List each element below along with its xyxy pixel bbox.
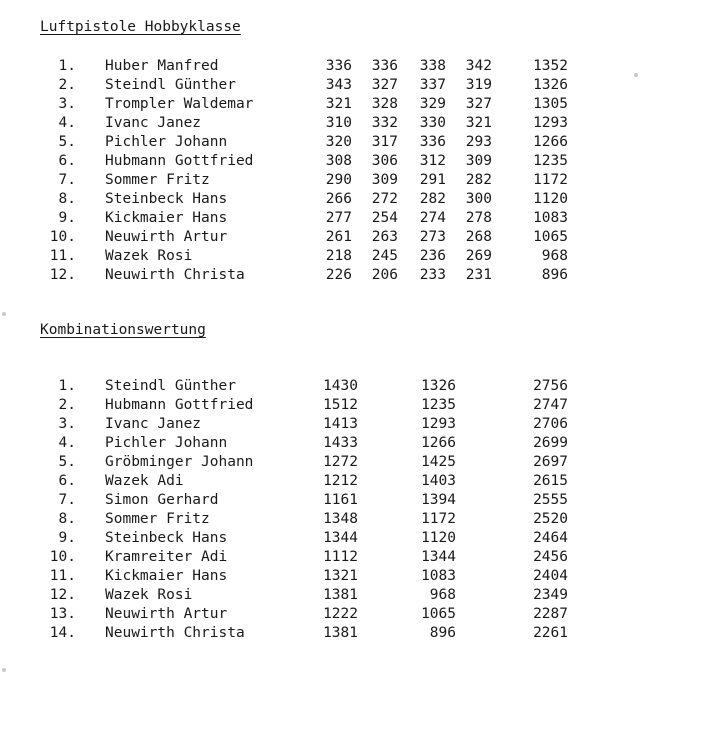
combined-total-cell: 2756 bbox=[533, 378, 568, 394]
score-series-3-cell: 312 bbox=[419, 153, 446, 169]
rank-cell: 14. bbox=[49, 625, 76, 641]
score-series-1-cell: 277 bbox=[325, 210, 352, 226]
score-series-4-cell: 327 bbox=[465, 96, 492, 112]
score-series-2-cell: 245 bbox=[371, 248, 398, 264]
score-series-4-cell: 300 bbox=[465, 191, 492, 207]
score-series-3-cell: 337 bbox=[419, 77, 446, 93]
score-series-1-cell: 218 bbox=[325, 248, 352, 264]
table-row bbox=[0, 453, 720, 472]
score-a-cell: 1430 bbox=[323, 378, 358, 394]
score-a-cell: 1381 bbox=[323, 587, 358, 603]
rank-cell: 10. bbox=[49, 549, 76, 565]
score-a-cell: 1272 bbox=[323, 454, 358, 470]
rank-cell: 8. bbox=[58, 191, 76, 207]
name-cell: Sommer Fritz bbox=[105, 172, 210, 188]
table-row bbox=[0, 624, 720, 643]
score-series-3-cell: 233 bbox=[419, 267, 446, 283]
score-series-2-cell: 332 bbox=[371, 115, 398, 131]
score-series-2-cell: 317 bbox=[371, 134, 398, 150]
score-b-cell: 968 bbox=[429, 587, 456, 603]
score-series-3-cell: 236 bbox=[419, 248, 446, 264]
score-a-cell: 1161 bbox=[323, 492, 358, 508]
score-b-cell: 1235 bbox=[421, 397, 456, 413]
score-series-4-cell: 309 bbox=[465, 153, 492, 169]
rank-cell: 3. bbox=[58, 96, 76, 112]
rank-cell: 9. bbox=[58, 210, 76, 226]
rank-cell: 5. bbox=[58, 134, 76, 150]
rank-cell: 13. bbox=[49, 606, 76, 622]
name-cell: Ivanc Janez bbox=[105, 416, 202, 432]
scan-speck bbox=[634, 73, 638, 77]
name-cell: Neuwirth Artur bbox=[105, 229, 228, 245]
table-row bbox=[0, 228, 720, 247]
total-score-cell: 1326 bbox=[533, 77, 568, 93]
score-series-4-cell: 321 bbox=[465, 115, 492, 131]
score-a-cell: 1512 bbox=[323, 397, 358, 413]
score-a-cell: 1413 bbox=[323, 416, 358, 432]
combined-total-cell: 2287 bbox=[533, 606, 568, 622]
combined-total-cell: 2697 bbox=[533, 454, 568, 470]
table-row bbox=[0, 266, 720, 285]
score-series-4-cell: 269 bbox=[465, 248, 492, 264]
score-a-cell: 1112 bbox=[323, 549, 358, 565]
score-series-3-cell: 336 bbox=[419, 134, 446, 150]
total-score-cell: 896 bbox=[541, 267, 568, 283]
score-series-1-cell: 336 bbox=[325, 58, 352, 74]
table-row bbox=[0, 567, 720, 586]
table-row bbox=[0, 377, 720, 396]
name-cell: Wazek Rosi bbox=[105, 248, 193, 264]
score-b-cell: 1172 bbox=[421, 511, 456, 527]
score-series-3-cell: 330 bbox=[419, 115, 446, 131]
score-a-cell: 1212 bbox=[323, 473, 358, 489]
name-cell: Steinbeck Hans bbox=[105, 191, 228, 207]
score-b-cell: 1266 bbox=[421, 435, 456, 451]
table-row bbox=[0, 472, 720, 491]
score-series-2-cell: 254 bbox=[371, 210, 398, 226]
score-series-2-cell: 272 bbox=[371, 191, 398, 207]
total-score-cell: 968 bbox=[541, 248, 568, 264]
name-cell: Neuwirth Artur bbox=[105, 606, 228, 622]
score-series-2-cell: 309 bbox=[371, 172, 398, 188]
score-series-2-cell: 327 bbox=[371, 77, 398, 93]
score-series-1-cell: 261 bbox=[325, 229, 352, 245]
score-a-cell: 1348 bbox=[323, 511, 358, 527]
score-series-1-cell: 266 bbox=[325, 191, 352, 207]
name-cell: Wazek Adi bbox=[105, 473, 184, 489]
name-cell: Simon Gerhard bbox=[105, 492, 219, 508]
score-series-1-cell: 320 bbox=[325, 134, 352, 150]
table-row bbox=[0, 133, 720, 152]
score-series-4-cell: 231 bbox=[465, 267, 492, 283]
name-cell: Pichler Johann bbox=[105, 134, 228, 150]
name-cell: Kickmaier Hans bbox=[105, 210, 228, 226]
rank-cell: 11. bbox=[49, 568, 76, 584]
rank-cell: 1. bbox=[58, 378, 76, 394]
table-row bbox=[0, 57, 720, 76]
rank-cell: 2. bbox=[58, 77, 76, 93]
name-cell: Steindl Günther bbox=[105, 378, 236, 394]
rank-cell: 5. bbox=[58, 454, 76, 470]
table-row bbox=[0, 548, 720, 567]
combined-total-cell: 2456 bbox=[533, 549, 568, 565]
rank-cell: 3. bbox=[58, 416, 76, 432]
table-row bbox=[0, 415, 720, 434]
score-series-4-cell: 282 bbox=[465, 172, 492, 188]
rank-cell: 12. bbox=[49, 267, 76, 283]
table-row bbox=[0, 396, 720, 415]
score-series-4-cell: 268 bbox=[465, 229, 492, 245]
table-row bbox=[0, 510, 720, 529]
total-score-cell: 1172 bbox=[533, 172, 568, 188]
table-row bbox=[0, 605, 720, 624]
name-cell: Hubmann Gottfried bbox=[105, 397, 254, 413]
table-row bbox=[0, 171, 720, 190]
score-series-4-cell: 278 bbox=[465, 210, 492, 226]
score-b-cell: 1344 bbox=[421, 549, 456, 565]
rank-cell: 9. bbox=[58, 530, 76, 546]
combined-total-cell: 2520 bbox=[533, 511, 568, 527]
rank-cell: 4. bbox=[58, 115, 76, 131]
rank-cell: 6. bbox=[58, 153, 76, 169]
table-row bbox=[0, 529, 720, 548]
combined-total-cell: 2349 bbox=[533, 587, 568, 603]
score-series-2-cell: 336 bbox=[371, 58, 398, 74]
total-score-cell: 1120 bbox=[533, 191, 568, 207]
rank-cell: 2. bbox=[58, 397, 76, 413]
table-row bbox=[0, 114, 720, 133]
rank-cell: 7. bbox=[58, 492, 76, 508]
score-a-cell: 1222 bbox=[323, 606, 358, 622]
name-cell: Hubmann Gottfried bbox=[105, 153, 254, 169]
name-cell: Kramreiter Adi bbox=[105, 549, 228, 565]
score-b-cell: 896 bbox=[429, 625, 456, 641]
combined-total-cell: 2464 bbox=[533, 530, 568, 546]
score-series-3-cell: 274 bbox=[419, 210, 446, 226]
score-b-cell: 1326 bbox=[421, 378, 456, 394]
score-series-3-cell: 273 bbox=[419, 229, 446, 245]
combined-total-cell: 2615 bbox=[533, 473, 568, 489]
score-a-cell: 1433 bbox=[323, 435, 358, 451]
luftpistole-results-table bbox=[0, 57, 720, 285]
score-b-cell: 1083 bbox=[421, 568, 456, 584]
table-row bbox=[0, 95, 720, 114]
name-cell: Sommer Fritz bbox=[105, 511, 210, 527]
total-score-cell: 1266 bbox=[533, 134, 568, 150]
name-cell: Huber Manfred bbox=[105, 58, 219, 74]
score-series-2-cell: 328 bbox=[371, 96, 398, 112]
table-row bbox=[0, 76, 720, 95]
score-a-cell: 1321 bbox=[323, 568, 358, 584]
score-a-cell: 1381 bbox=[323, 625, 358, 641]
score-b-cell: 1293 bbox=[421, 416, 456, 432]
total-score-cell: 1293 bbox=[533, 115, 568, 131]
table-row bbox=[0, 586, 720, 605]
rank-cell: 12. bbox=[49, 587, 76, 603]
total-score-cell: 1065 bbox=[533, 229, 568, 245]
score-series-1-cell: 321 bbox=[325, 96, 352, 112]
score-b-cell: 1425 bbox=[421, 454, 456, 470]
combined-total-cell: 2747 bbox=[533, 397, 568, 413]
name-cell: Steinbeck Hans bbox=[105, 530, 228, 546]
table-row bbox=[0, 152, 720, 171]
score-series-3-cell: 338 bbox=[419, 58, 446, 74]
rank-cell: 10. bbox=[49, 229, 76, 245]
score-series-1-cell: 308 bbox=[325, 153, 352, 169]
table-row bbox=[0, 190, 720, 209]
score-series-2-cell: 206 bbox=[371, 267, 398, 283]
score-b-cell: 1120 bbox=[421, 530, 456, 546]
score-b-cell: 1394 bbox=[421, 492, 456, 508]
section-title-kombination: Kombinationswertung bbox=[40, 322, 206, 338]
total-score-cell: 1305 bbox=[533, 96, 568, 112]
name-cell: Pichler Johann bbox=[105, 435, 228, 451]
rank-cell: 7. bbox=[58, 172, 76, 188]
score-a-cell: 1344 bbox=[323, 530, 358, 546]
score-series-1-cell: 310 bbox=[325, 115, 352, 131]
table-row bbox=[0, 209, 720, 228]
combined-total-cell: 2555 bbox=[533, 492, 568, 508]
combined-total-cell: 2706 bbox=[533, 416, 568, 432]
score-series-2-cell: 263 bbox=[371, 229, 398, 245]
scan-speck bbox=[2, 312, 6, 316]
name-cell: Wazek Rosi bbox=[105, 587, 193, 603]
total-score-cell: 1352 bbox=[533, 58, 568, 74]
name-cell: Kickmaier Hans bbox=[105, 568, 228, 584]
score-series-2-cell: 306 bbox=[371, 153, 398, 169]
score-series-4-cell: 319 bbox=[465, 77, 492, 93]
table-row bbox=[0, 434, 720, 453]
score-series-1-cell: 290 bbox=[325, 172, 352, 188]
rank-cell: 4. bbox=[58, 435, 76, 451]
score-series-1-cell: 343 bbox=[325, 77, 352, 93]
combined-total-cell: 2404 bbox=[533, 568, 568, 584]
kombination-results-table bbox=[0, 377, 720, 643]
score-b-cell: 1403 bbox=[421, 473, 456, 489]
score-series-4-cell: 293 bbox=[465, 134, 492, 150]
name-cell: Gröbminger Johann bbox=[105, 454, 254, 470]
combined-total-cell: 2699 bbox=[533, 435, 568, 451]
table-row bbox=[0, 247, 720, 266]
score-series-1-cell: 226 bbox=[325, 267, 352, 283]
total-score-cell: 1083 bbox=[533, 210, 568, 226]
rank-cell: 6. bbox=[58, 473, 76, 489]
score-series-3-cell: 282 bbox=[419, 191, 446, 207]
name-cell: Neuwirth Christa bbox=[105, 625, 245, 641]
rank-cell: 1. bbox=[58, 58, 76, 74]
combined-total-cell: 2261 bbox=[533, 625, 568, 641]
rank-cell: 8. bbox=[58, 511, 76, 527]
section-title-luftpistole: Luftpistole Hobbyklasse bbox=[40, 19, 241, 35]
name-cell: Ivanc Janez bbox=[105, 115, 202, 131]
name-cell: Steindl Günther bbox=[105, 77, 236, 93]
score-series-4-cell: 342 bbox=[465, 58, 492, 74]
score-series-3-cell: 291 bbox=[419, 172, 446, 188]
name-cell: Neuwirth Christa bbox=[105, 267, 245, 283]
total-score-cell: 1235 bbox=[533, 153, 568, 169]
rank-cell: 11. bbox=[49, 248, 76, 264]
score-b-cell: 1065 bbox=[421, 606, 456, 622]
score-series-3-cell: 329 bbox=[419, 96, 446, 112]
table-row bbox=[0, 491, 720, 510]
name-cell: Trompler Waldemar bbox=[105, 96, 254, 112]
scan-speck bbox=[2, 668, 6, 672]
